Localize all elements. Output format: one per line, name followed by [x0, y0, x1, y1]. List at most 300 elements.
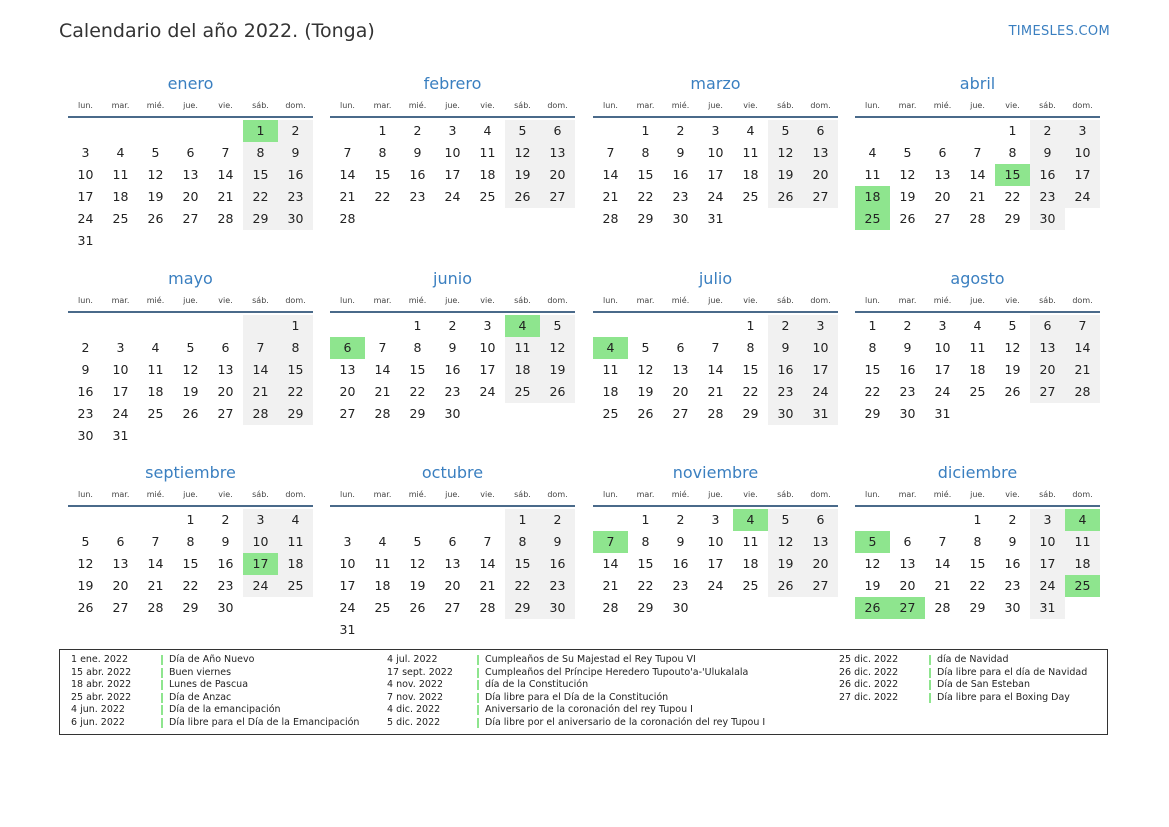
day-cell: 14 [602, 167, 619, 182]
day-cell: 31 [1030, 597, 1065, 619]
day-cell: 13 [112, 556, 129, 571]
day-cell: 7 [1065, 315, 1100, 337]
day-grid [593, 315, 838, 425]
weekday-label: lun. [865, 101, 880, 110]
empty-cell [925, 509, 960, 531]
day-cell: 26 [505, 186, 540, 208]
page-title: Calendario del año 2022. (Tonga) [59, 20, 375, 42]
legend-row [71, 717, 359, 730]
day-cell: 6 [676, 340, 685, 355]
day-cell: 12 [768, 531, 803, 553]
weekday-label: dom. [810, 490, 831, 499]
day-cell: 10 [707, 534, 724, 549]
weekday-label: dom. [285, 101, 306, 110]
day-cell: 19 [768, 553, 803, 575]
day-cell: 3 [448, 123, 457, 138]
day-cell: 27 [803, 575, 838, 597]
day-cell: 13 [672, 362, 689, 377]
day-cell: 19 [637, 384, 654, 399]
empty-cell [960, 120, 995, 142]
weekday-label: dom. [1072, 296, 1093, 305]
weekday-label: vie. [743, 490, 758, 499]
weekday-label: sáb. [777, 101, 794, 110]
weekday-label: dom. [547, 101, 568, 110]
holiday-marker [477, 705, 479, 715]
empty-cell [435, 509, 470, 531]
day-cell: 18 [1065, 553, 1100, 575]
day-cell: 19 [505, 164, 540, 186]
day-cell: 15 [278, 359, 313, 381]
legend-date: 4 jul. 2022 [387, 654, 438, 665]
weekday-label: sáb. [777, 296, 794, 305]
day-cell: 5 [641, 340, 650, 355]
day-cell: 14 [969, 167, 986, 182]
day-cell: 14 [374, 362, 391, 377]
empty-cell [208, 315, 243, 337]
weekday-label: mar. [111, 490, 130, 499]
day-cell: 25 [374, 600, 391, 615]
day-cell: 17 [77, 189, 94, 204]
legend-date: 15 abr. 2022 [71, 666, 132, 678]
day-cell: 6 [221, 340, 230, 355]
day-cell: 15 [374, 167, 391, 182]
day-cell: 27 [182, 211, 199, 226]
legend-holiday-name: Día de la emancipación [169, 704, 281, 716]
empty-cell [663, 315, 698, 337]
day-cell: 7 [221, 145, 230, 160]
holiday-day-cell: 4 [1065, 509, 1100, 531]
weekday-header [855, 98, 1100, 118]
month-name: septiembre [145, 463, 236, 482]
day-cell: 3 [116, 340, 125, 355]
month-name: abril [959, 74, 996, 93]
empty-cell [330, 315, 365, 337]
day-cell: 27 [444, 600, 461, 615]
month-name: junio [433, 269, 472, 288]
day-cell: 6 [903, 534, 912, 549]
legend-column [839, 654, 1087, 704]
weekday-label: jue. [445, 101, 460, 110]
legend-row [387, 679, 765, 692]
day-cell: 6 [448, 534, 457, 549]
day-cell: 2 [768, 315, 803, 337]
day-cell: 26 [182, 406, 199, 421]
weekday-label: mar. [373, 101, 392, 110]
day-cell: 17 [339, 578, 356, 593]
day-cell: 21 [217, 189, 234, 204]
day-cell: 29 [864, 406, 881, 421]
day-cell: 9 [768, 337, 803, 359]
legend-date: 4 jun. 2022 [71, 704, 125, 716]
month-agosto [855, 267, 1100, 425]
day-cell: 14 [1065, 337, 1100, 359]
weekday-label: mié. [408, 490, 427, 499]
weekday-label: jue. [970, 296, 985, 305]
month-name: octubre [421, 463, 484, 482]
day-cell: 13 [339, 362, 356, 377]
day-cell: 28 [934, 600, 951, 615]
day-cell: 30 [217, 600, 234, 615]
legend-holiday-name: Lunes de Pascua [169, 679, 249, 691]
day-cell: 19 [899, 189, 916, 204]
day-cell: 2 [1008, 512, 1017, 527]
holiday-marker [477, 718, 479, 728]
day-cell: 26 [77, 600, 94, 615]
weekday-label: lun. [340, 296, 355, 305]
day-cell: 15 [243, 164, 278, 186]
day-cell: 30 [672, 211, 689, 226]
day-cell: 26 [637, 406, 654, 421]
day-cell: 22 [637, 578, 654, 593]
weekday-label: dom. [547, 296, 568, 305]
day-cell: 22 [505, 575, 540, 597]
month-name: agosto [950, 269, 1005, 288]
holiday-marker [477, 668, 479, 678]
day-cell: 17 [707, 556, 724, 571]
day-cell: 12 [864, 556, 881, 571]
weekday-label: sáb. [1039, 296, 1056, 305]
weekday-header [855, 293, 1100, 313]
day-cell: 16 [278, 164, 313, 186]
day-cell: 11 [602, 362, 619, 377]
day-cell: 31 [934, 406, 951, 421]
day-cell: 7 [711, 340, 720, 355]
empty-cell [890, 509, 925, 531]
legend-row [839, 679, 1087, 692]
day-cell: 9 [221, 534, 230, 549]
day-cell: 18 [505, 359, 540, 381]
legend-row [71, 692, 359, 705]
day-cell: 4 [151, 340, 160, 355]
day-cell: 21 [479, 578, 496, 593]
day-cell: 18 [969, 362, 986, 377]
day-cell: 25 [742, 189, 759, 204]
weekday-label: mar. [636, 101, 655, 110]
weekday-label: jue. [708, 101, 723, 110]
empty-cell [628, 315, 663, 337]
empty-cell [593, 509, 628, 531]
day-cell: 2 [903, 318, 912, 333]
day-cell: 25 [112, 211, 129, 226]
day-cell: 26 [147, 211, 164, 226]
holiday-day-cell: 18 [855, 186, 890, 208]
weekday-label: lun. [340, 101, 355, 110]
day-cell: 23 [1030, 186, 1065, 208]
weekday-label: sáb. [514, 101, 531, 110]
day-cell: 1 [641, 512, 650, 527]
day-cell: 25 [479, 189, 496, 204]
day-cell: 2 [540, 509, 575, 531]
day-cell: 12 [899, 167, 916, 182]
day-cell: 3 [483, 318, 492, 333]
day-cell: 12 [77, 556, 94, 571]
weekday-label: jue. [970, 101, 985, 110]
weekday-header [68, 98, 313, 118]
day-cell: 19 [147, 189, 164, 204]
empty-cell [103, 120, 138, 142]
legend-date: 1 ene. 2022 [71, 654, 128, 665]
day-cell: 3 [711, 123, 720, 138]
weekday-label: mié. [933, 490, 952, 499]
day-cell: 7 [243, 337, 278, 359]
legend-column [387, 654, 765, 730]
empty-cell [208, 120, 243, 142]
day-cell: 2 [81, 340, 90, 355]
day-cell: 13 [899, 556, 916, 571]
day-cell: 5 [505, 120, 540, 142]
weekday-label: mié. [408, 296, 427, 305]
weekday-label: dom. [285, 490, 306, 499]
day-cell: 1 [278, 315, 313, 337]
empty-cell [593, 315, 628, 337]
day-cell: 23 [278, 186, 313, 208]
day-cell: 6 [116, 534, 125, 549]
holiday-legend [59, 649, 1108, 735]
legend-row [387, 704, 765, 717]
day-cell: 12 [505, 142, 540, 164]
legend-holiday-name: Día libre para el Día de la Emancipación [169, 716, 360, 728]
day-cell: 30 [1004, 600, 1021, 615]
legend-holiday-name: Día libre por el aniversario de la coronación del rey Tupou I [485, 716, 766, 728]
day-cell: 3 [1030, 509, 1065, 531]
day-cell: 4 [868, 145, 877, 160]
day-cell: 2 [221, 512, 230, 527]
holiday-marker [929, 693, 931, 703]
month-junio [330, 267, 575, 425]
month-name: diciembre [937, 463, 1018, 482]
weekday-label: sáb. [252, 101, 269, 110]
day-cell: 21 [602, 189, 619, 204]
day-cell: 22 [243, 186, 278, 208]
weekday-label: mié. [146, 296, 165, 305]
day-cell: 18 [147, 384, 164, 399]
day-cell: 3 [711, 512, 720, 527]
day-cell: 29 [278, 403, 313, 425]
weekday-header [68, 487, 313, 507]
legend-holiday-name: Día de Anzac [169, 691, 232, 703]
weekday-label: sáb. [252, 490, 269, 499]
day-cell: 2 [676, 123, 685, 138]
day-cell: 10 [479, 340, 496, 355]
holiday-day-cell: 4 [593, 337, 628, 359]
day-cell: 19 [540, 359, 575, 381]
day-cell: 2 [1030, 120, 1065, 142]
day-grid [330, 315, 575, 425]
empty-cell [243, 315, 278, 337]
weekday-label: jue. [183, 296, 198, 305]
holiday-day-cell: 15 [995, 164, 1030, 186]
day-cell: 14 [602, 556, 619, 571]
day-cell: 10 [243, 531, 278, 553]
holiday-marker [477, 680, 479, 690]
legend-column [71, 654, 359, 730]
empty-cell [68, 120, 103, 142]
day-cell: 28 [339, 211, 356, 226]
empty-cell [470, 509, 505, 531]
day-cell: 15 [864, 362, 881, 377]
holiday-marker [929, 655, 931, 665]
day-cell: 1 [641, 123, 650, 138]
day-cell: 21 [243, 381, 278, 403]
weekday-label: jue. [970, 490, 985, 499]
empty-cell [855, 509, 890, 531]
legend-date: 4 nov. 2022 [387, 679, 443, 691]
day-cell: 26 [1004, 384, 1021, 399]
day-cell: 21 [1065, 359, 1100, 381]
empty-cell [890, 120, 925, 142]
day-cell: 15 [637, 556, 654, 571]
day-cell: 8 [641, 534, 650, 549]
day-cell: 28 [147, 600, 164, 615]
day-cell: 29 [182, 600, 199, 615]
day-cell: 7 [938, 534, 947, 549]
holiday-day-cell: 5 [855, 531, 890, 553]
day-cell: 29 [1004, 211, 1021, 226]
legend-holiday-name: Día de Año Nuevo [169, 654, 255, 665]
holiday-marker [929, 680, 931, 690]
day-cell: 4 [483, 123, 492, 138]
day-cell: 24 [112, 406, 129, 421]
month-julio [593, 267, 838, 425]
day-cell: 29 [409, 406, 426, 421]
day-cell: 7 [378, 340, 387, 355]
day-cell: 24 [243, 575, 278, 597]
weekday-label: jue. [445, 296, 460, 305]
month-octubre [330, 461, 575, 641]
weekday-label: vie. [1005, 296, 1020, 305]
day-cell: 7 [483, 534, 492, 549]
day-cell: 8 [973, 534, 982, 549]
day-cell: 27 [217, 406, 234, 421]
day-cell: 6 [1030, 315, 1065, 337]
day-cell: 28 [602, 600, 619, 615]
weekday-label: mié. [933, 296, 952, 305]
day-grid [68, 509, 313, 619]
day-cell: 20 [217, 384, 234, 399]
holiday-day-cell: 17 [243, 553, 278, 575]
legend-row [839, 692, 1087, 705]
day-cell: 23 [540, 575, 575, 597]
weekday-label: mié. [671, 296, 690, 305]
day-cell: 3 [803, 315, 838, 337]
legend-date: 4 dic. 2022 [387, 704, 441, 716]
legend-date: 25 abr. 2022 [71, 691, 132, 703]
weekday-label: mar. [111, 101, 130, 110]
day-cell: 11 [112, 167, 129, 182]
day-cell: 15 [182, 556, 199, 571]
weekday-label: sáb. [1039, 490, 1056, 499]
day-cell: 21 [969, 189, 986, 204]
day-cell: 24 [707, 578, 724, 593]
legend-holiday-name: día de la Constitución [485, 679, 589, 691]
weekday-label: vie. [480, 101, 495, 110]
day-cell: 8 [378, 145, 387, 160]
day-cell: 30 [672, 600, 689, 615]
empty-cell [365, 509, 400, 531]
day-cell: 28 [1065, 381, 1100, 403]
day-cell: 19 [182, 384, 199, 399]
month-name: noviembre [672, 463, 759, 482]
day-cell: 2 [413, 123, 422, 138]
day-cell: 26 [540, 381, 575, 403]
empty-cell [925, 120, 960, 142]
empty-cell [173, 315, 208, 337]
day-cell: 9 [448, 340, 457, 355]
holiday-day-cell: 25 [1065, 575, 1100, 597]
day-cell: 5 [1008, 318, 1017, 333]
day-cell: 28 [969, 211, 986, 226]
empty-cell [400, 509, 435, 531]
day-grid [855, 315, 1100, 425]
day-cell: 16 [409, 167, 426, 182]
day-cell: 22 [637, 189, 654, 204]
day-cell: 16 [540, 553, 575, 575]
month-mayo [68, 267, 313, 447]
day-cell: 5 [540, 315, 575, 337]
holiday-day-cell: 4 [733, 509, 768, 531]
day-cell: 24 [339, 600, 356, 615]
day-cell: 3 [938, 318, 947, 333]
day-cell: 13 [1030, 337, 1065, 359]
day-cell: 21 [374, 384, 391, 399]
day-cell: 30 [1030, 208, 1065, 230]
day-cell: 19 [1004, 362, 1021, 377]
day-cell: 12 [182, 362, 199, 377]
day-cell: 12 [768, 142, 803, 164]
day-cell: 29 [637, 211, 654, 226]
day-cell: 22 [969, 578, 986, 593]
day-cell: 29 [969, 600, 986, 615]
day-grid [68, 120, 313, 252]
day-cell: 30 [278, 208, 313, 230]
weekday-label: mié. [146, 490, 165, 499]
day-cell: 24 [934, 384, 951, 399]
day-cell: 26 [409, 600, 426, 615]
day-cell: 23 [768, 381, 803, 403]
weekday-label: jue. [708, 490, 723, 499]
day-cell: 20 [803, 553, 838, 575]
day-cell: 21 [707, 384, 724, 399]
holiday-marker [161, 718, 163, 728]
day-cell: 28 [707, 406, 724, 421]
day-cell: 20 [899, 578, 916, 593]
day-cell: 22 [742, 384, 759, 399]
legend-holiday-name: día de Navidad [937, 654, 1009, 665]
day-cell: 16 [444, 362, 461, 377]
day-cell: 10 [803, 337, 838, 359]
holiday-day-cell: 7 [593, 531, 628, 553]
day-cell: 19 [768, 164, 803, 186]
day-cell: 9 [81, 362, 90, 377]
day-cell: 27 [540, 186, 575, 208]
day-cell: 1 [186, 512, 195, 527]
day-cell: 29 [637, 600, 654, 615]
day-cell: 18 [278, 553, 313, 575]
day-cell: 16 [77, 384, 94, 399]
day-cell: 26 [899, 211, 916, 226]
brand-link[interactable]: TIMESLES.COM [1008, 24, 1110, 39]
day-cell: 5 [903, 145, 912, 160]
day-cell: 9 [278, 142, 313, 164]
weekday-label: mié. [408, 101, 427, 110]
day-cell: 16 [1004, 556, 1021, 571]
day-cell: 1 [1008, 123, 1017, 138]
weekday-label: vie. [1005, 101, 1020, 110]
weekday-label: sáb. [1039, 101, 1056, 110]
day-cell: 9 [903, 340, 912, 355]
day-cell: 29 [505, 597, 540, 619]
day-cell: 20 [540, 164, 575, 186]
